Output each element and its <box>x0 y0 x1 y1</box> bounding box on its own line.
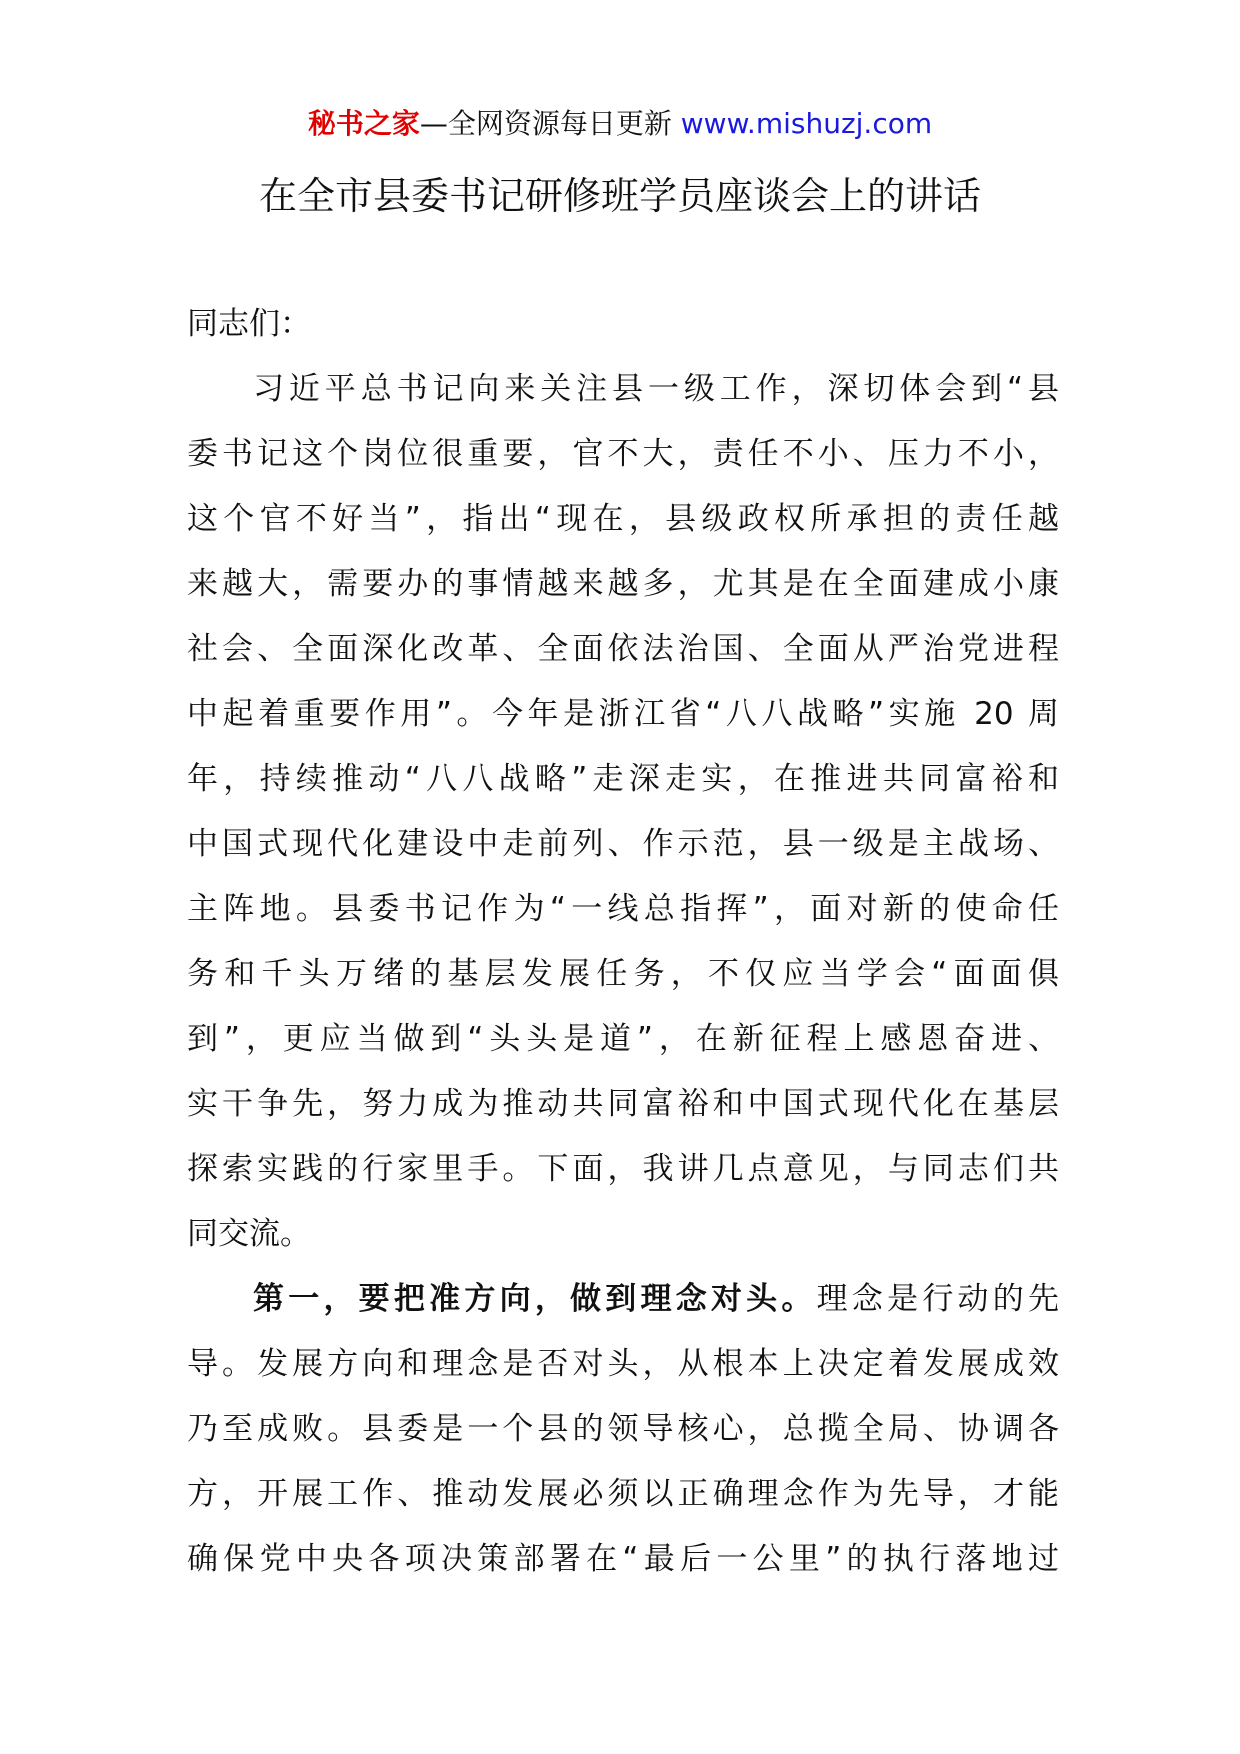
paragraph-text: 理念是行动的先 <box>816 1281 1060 1317</box>
paragraph-line: 乃至成败。县委是一个县的领导核心，总揽全局、协调各 <box>187 1411 1059 1447</box>
section-heading-line <box>187 1267 1059 1332</box>
paragraph-line: 年，持续推动“八八战略”走深走实，在推进共同富裕和 <box>187 761 1059 797</box>
header-tagline: —全网资源每日更新 <box>419 107 681 140</box>
paragraph-line: 导。发展方向和理念是否对头，从根本上决定着发展成效 <box>187 1346 1059 1382</box>
paragraph-line: 务和千头万绪的基层发展任务，不仅应当学会“面面俱 <box>187 956 1059 992</box>
paragraph-line: 委书记这个岗位很重要，官不大，责任不小、压力不小， <box>187 436 1059 472</box>
site-url-link[interactable]: www.mishuzj.com <box>680 107 933 140</box>
brand-name: 秘书之家 <box>307 107 420 140</box>
salutation: 同志们： <box>187 306 311 342</box>
paragraph-line: 社会、全面深化改革、全面依法治国、全面从严治党进程 <box>187 631 1059 667</box>
paragraph-line: 到”，更应当做到“头头是道”，在新征程上感恩奋进、 <box>187 1021 1059 1057</box>
section-heading: 第一，要把准方向，做到理念对头。 <box>253 1281 817 1317</box>
document-body <box>187 292 1059 1592</box>
paragraph-line: 主阵地。县委书记作为“一线总指挥”，面对新的使命任 <box>187 891 1059 927</box>
site-header <box>0 104 1240 144</box>
paragraph-line: 方，开展工作、推动发展必须以正确理念作为先导，才能 <box>187 1476 1059 1512</box>
paragraph-line: 来越大，需要办的事情越来越多，尤其是在全面建成小康 <box>187 566 1059 602</box>
paragraph-line: 探索实践的行家里手。下面，我讲几点意见，与同志们共 <box>187 1151 1059 1187</box>
paragraph-line: 实干争先，努力成为推动共同富裕和中国式现代化在基层 <box>187 1086 1059 1122</box>
paragraph-line: 中起着重要作用”。今年是浙江省“八八战略”实施 20 周 <box>187 696 1059 732</box>
paragraph-line: 同交流。 <box>187 1216 311 1252</box>
document-title: 在全市县委书记研修班学员座谈会上的讲话 <box>258 174 981 218</box>
paragraph-line: 中国式现代化建设中走前列、作示范，县一级是主战场、 <box>187 826 1059 862</box>
paragraph-line: 习近平总书记向来关注县一级工作，深切体会到“县 <box>253 371 1059 407</box>
paragraph-line: 这个官不好当”，指出“现在，县级政权所承担的责任越 <box>187 501 1059 537</box>
paragraph-line: 确保党中央各项决策部署在“最后一公里”的执行落地过 <box>187 1541 1059 1577</box>
